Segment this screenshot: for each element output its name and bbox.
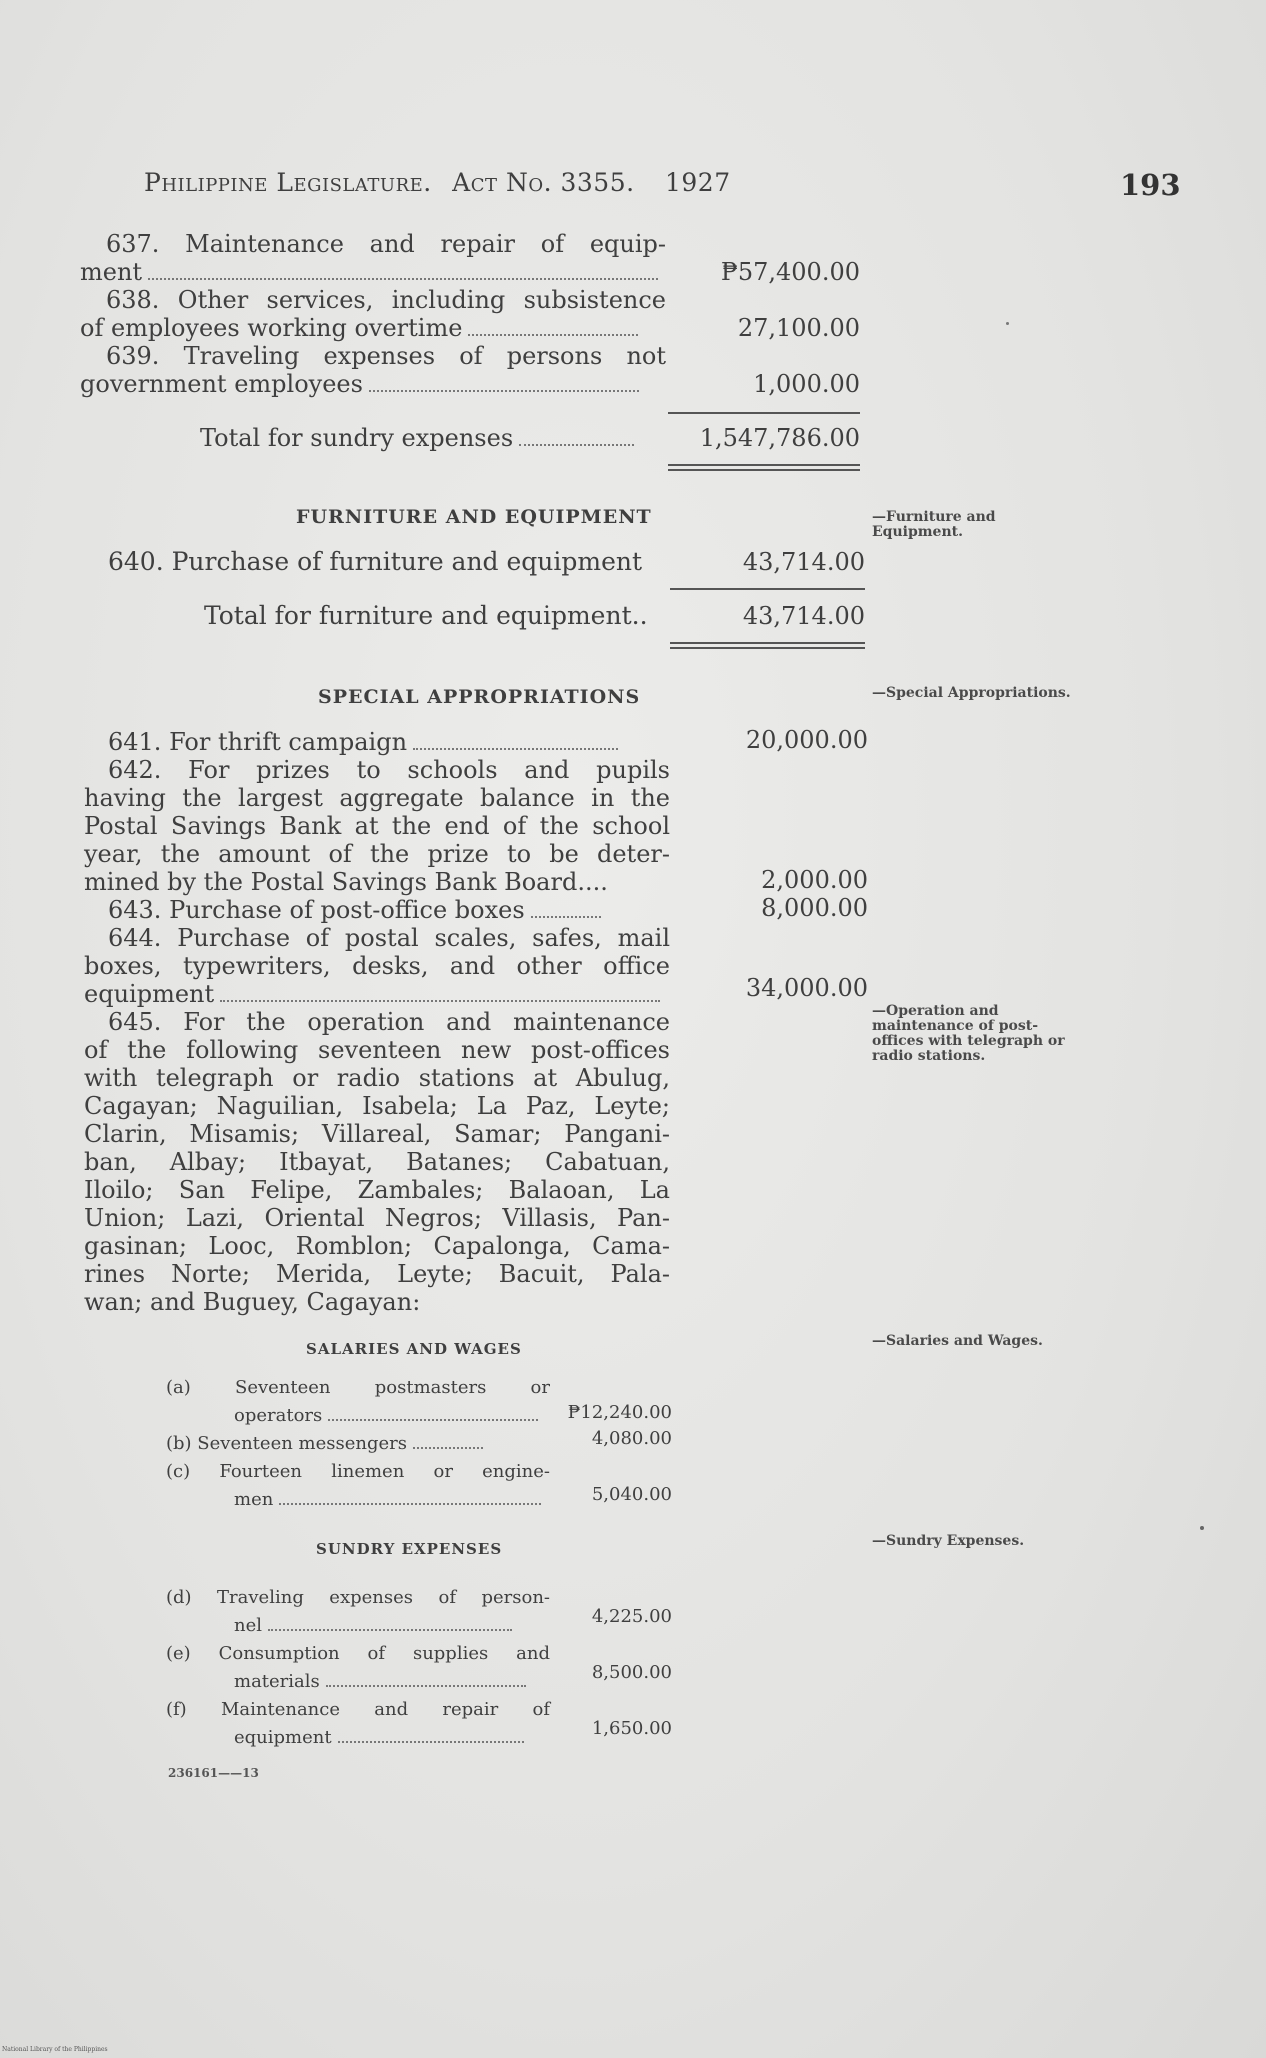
item-640-amount: 43,714.00 xyxy=(742,548,865,576)
item-645-line6: ban, Albay; Itbayat, Batanes; Cabatuan, xyxy=(84,1148,670,1176)
item-645-line7: Iloilo; San Felipe, Zambales; Balaoan, La xyxy=(84,1176,670,1204)
leader-dots xyxy=(268,1628,512,1631)
page-number: 193 xyxy=(1120,168,1181,202)
salary-a-line1: (a) Seventeen postmasters or xyxy=(166,1377,550,1398)
item-639-cont: government employees xyxy=(80,370,363,398)
item-642-amount: 2,000.00 xyxy=(761,866,868,894)
leader-dots xyxy=(531,915,601,918)
sundry-d-line2 xyxy=(234,1612,512,1640)
special-heading: SPECIAL APPROPRIATIONS xyxy=(318,686,641,708)
double-rule-bottom xyxy=(670,647,865,649)
total-furniture-amount: 43,714.00 xyxy=(742,602,865,630)
item-638-line1: 638. Other services, including subsistence xyxy=(106,286,666,314)
salary-c-line2 xyxy=(234,1486,541,1514)
printer-code: 236161——13 xyxy=(168,1766,259,1780)
salary-b-text: (b) Seventeen messengers xyxy=(166,1433,407,1454)
leader-dots xyxy=(519,443,634,446)
item-641-amount: 20,000.00 xyxy=(745,726,868,754)
special-side-note: —Special Appropriations. xyxy=(872,685,1071,701)
leader-dots xyxy=(328,1418,538,1421)
salary-a-line2 xyxy=(234,1402,538,1430)
item-642-line3: Postal Savings Bank at the end of the school xyxy=(84,812,670,840)
header-title: Philippine Legislature. xyxy=(144,168,432,197)
furniture-side-note: —Furniture and Equipment. xyxy=(872,509,996,540)
operation-side-note: —Operation and maintenance of post-offices with telegraph or radio stations. xyxy=(872,1003,1065,1064)
leader-dots xyxy=(468,333,638,336)
leader-dots xyxy=(220,999,660,1002)
scan-speck xyxy=(1200,1526,1204,1530)
item-645-line9: gasinan; Looc, Romblon; Capalonga, Cama- xyxy=(84,1232,670,1260)
item-638-cont: of employees working overtime xyxy=(80,314,463,342)
item-643 xyxy=(108,896,601,924)
item-645-last: wan; and Buguey, Cagayan: xyxy=(84,1288,421,1316)
salary-a-cont: operators xyxy=(234,1405,323,1426)
sundry-f-cont: equipment xyxy=(234,1727,332,1748)
item-637-line1: 637. Maintenance and repair of equip- xyxy=(106,230,666,258)
scan-credit: National Library of the Philippines xyxy=(2,2046,108,2053)
item-640: 640. Purchase of furniture and equipment xyxy=(108,547,643,576)
item-644-last xyxy=(84,980,660,1008)
total-sundry-text: Total for sundry expenses xyxy=(200,424,514,452)
item-645-line3: with telegraph or radio stations at Abulug, xyxy=(84,1064,670,1092)
item-639-amount: 1,000.00 xyxy=(753,370,860,398)
total-sundry-label xyxy=(200,424,634,452)
item-639-line1: 639. Traveling expenses of persons not xyxy=(106,342,666,370)
sundry-f-line1: (f) Maintenance and repair of xyxy=(166,1699,550,1720)
sundry-e-cont: materials xyxy=(234,1671,320,1692)
item-645-line2: of the following seventeen new post-offices xyxy=(84,1036,670,1064)
item-642-line2: having the largest aggregate balance in the xyxy=(84,784,670,812)
header-act: Act No. 3355. xyxy=(452,168,635,197)
item-645-line4: Cagayan; Naguilian, Isabela; La Paz, Leyte; xyxy=(84,1092,670,1120)
item-637-amount: ₱57,400.00 xyxy=(720,258,860,286)
leader-dots xyxy=(369,389,639,392)
salary-c-amount: 5,040.00 xyxy=(591,1484,672,1505)
salary-c-line1: (c) Fourteen linemen or engine- xyxy=(166,1461,550,1482)
salaries-heading: SALARIES AND WAGES xyxy=(306,1340,522,1358)
item-637-line2 xyxy=(80,258,670,286)
leader-dots xyxy=(148,277,658,280)
leader-dots xyxy=(326,1684,526,1687)
sum-rule xyxy=(670,588,865,590)
leader-dots xyxy=(413,1446,483,1449)
item-642-line1: 642. For prizes to schools and pupils xyxy=(108,756,670,784)
sundry-f-amount: 1,650.00 xyxy=(591,1718,672,1739)
item-639-line2 xyxy=(80,370,670,398)
item-641 xyxy=(108,728,618,756)
item-645-line10: rines Norte; Merida, Leyte; Bacuit, Pala- xyxy=(84,1260,670,1288)
item-641-text: 641. For thrift campaign xyxy=(108,728,408,756)
double-rule-top xyxy=(668,464,860,466)
salary-c-cont: men xyxy=(234,1489,274,1510)
running-header xyxy=(144,168,731,197)
salary-b-amount: 4,080.00 xyxy=(591,1428,672,1449)
item-645-line8: Union; Lazi, Oriental Negros; Villasis, Pan- xyxy=(84,1204,670,1232)
header-year: 1927 xyxy=(665,168,731,197)
sundry-e-line1: (e) Consumption of supplies and xyxy=(166,1643,550,1664)
leader-dots xyxy=(279,1502,541,1505)
sundry-d-cont: nel xyxy=(234,1615,263,1636)
sundry-d-line1: (d) Traveling expenses of person- xyxy=(166,1587,550,1608)
sundry-e-line2 xyxy=(234,1668,526,1696)
item-638-line2 xyxy=(80,314,670,342)
sundry-heading: SUNDRY EXPENSES xyxy=(316,1540,503,1558)
sundry-d-amount: 4,225.00 xyxy=(591,1606,672,1627)
item-643-text: 643. Purchase of post-office boxes xyxy=(108,896,525,924)
double-rule-top xyxy=(670,642,865,644)
item-645-line1: 645. For the operation and maintenance xyxy=(108,1008,670,1036)
leader-dots xyxy=(413,747,618,750)
total-furniture-label: Total for furniture and equipment.. xyxy=(204,601,648,630)
item-644-line1: 644. Purchase of postal scales, safes, mail xyxy=(108,924,670,952)
item-644-line2: boxes, typewriters, desks, and other office xyxy=(84,952,670,980)
sum-rule xyxy=(668,412,860,414)
leader-dots xyxy=(338,1740,524,1743)
salary-a-amount: ₱12,240.00 xyxy=(567,1402,672,1423)
double-rule-bottom xyxy=(668,469,860,471)
sundry-e-amount: 8,500.00 xyxy=(591,1662,672,1683)
furniture-heading: FURNITURE AND EQUIPMENT xyxy=(296,506,652,528)
item-642-line4: year, the amount of the prize to be deter- xyxy=(84,840,670,868)
item-638-amount: 27,100.00 xyxy=(737,314,860,342)
sundry-f-line2 xyxy=(234,1724,524,1752)
item-644-amount: 34,000.00 xyxy=(745,974,868,1002)
salary-b xyxy=(166,1430,483,1458)
total-sundry-amount: 1,547,786.00 xyxy=(699,424,860,452)
salaries-side-note: —Salaries and Wages. xyxy=(872,1333,1043,1349)
item-645-line5: Clarin, Misamis; Villareal, Samar; Pangani- xyxy=(84,1120,670,1148)
item-642-last: mined by the Postal Savings Bank Board.... xyxy=(84,868,608,896)
item-643-amount: 8,000.00 xyxy=(761,894,868,922)
item-637-cont: ment xyxy=(80,258,143,286)
item-644-cont: equipment xyxy=(84,980,215,1008)
scan-speck xyxy=(1006,322,1009,325)
sundry-side-note: —Sundry Expenses. xyxy=(872,1533,1025,1549)
